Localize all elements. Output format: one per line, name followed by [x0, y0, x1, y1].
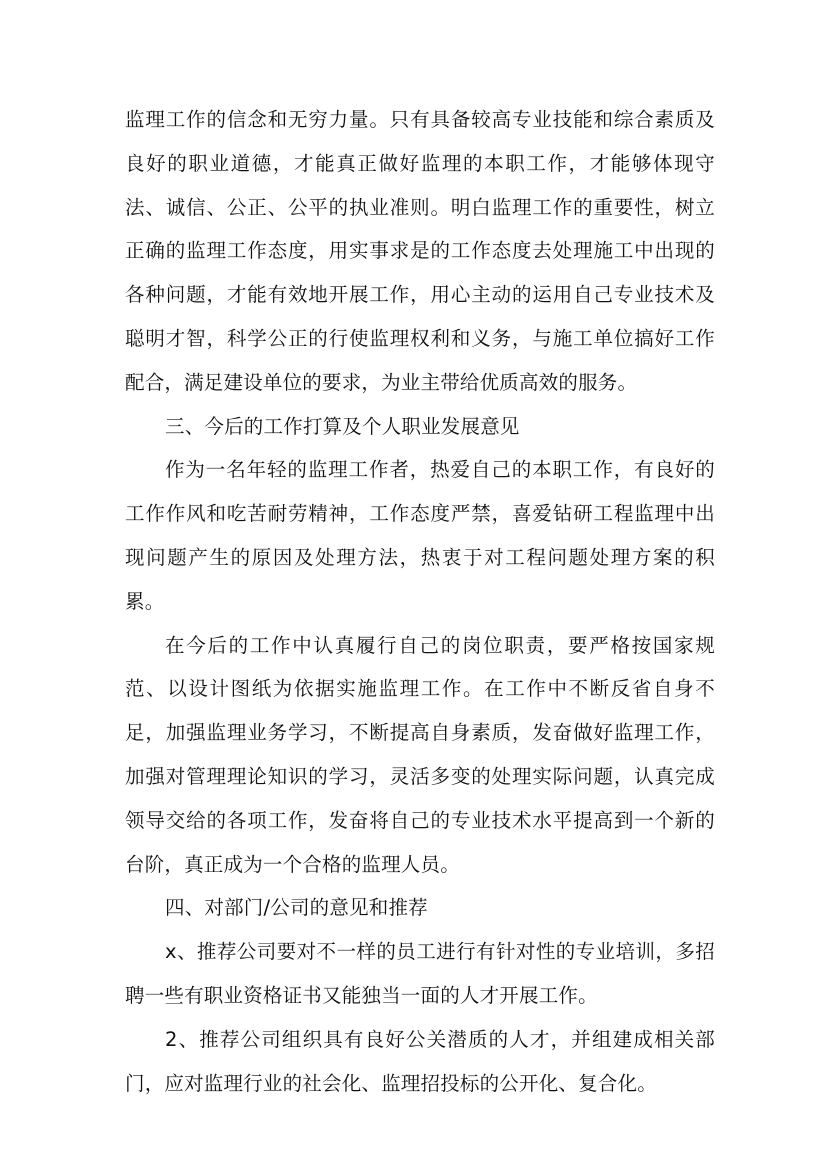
paragraph-suggestion-1: x、推荐公司要对不一样的员工进行有针对性的专业培训，多招聘一些有职业资格证书又能独当一面的人才开展工作。: [125, 940, 715, 1007]
section-heading-suggestions: 四、对部门/公司的意见和推荐: [165, 896, 428, 920]
paragraph-continuation: 监理工作的信念和无穷力量。只有具备较高专业技能和综合素质及良好的职业道德，才能真正做好监理的本职工作，才能够体现守法、诚信、公正、公平的执业准则。明白监理工作的重要性，树立正确的监理工作态度，用实事求是的工作态度去处理施工中出现的各种问题，才能有效地开展工作，用心主动的运用自己专业技术及聪明才智，科学公正的行使监理权利和义务，与施工单位搞好工作配合，满足建设单位的要求，为业主带给优质高效的服务。: [125, 108, 715, 394]
document-body: [125, 98, 715, 1105]
section-heading-plans: 三、今后的工作打算及个人职业发展意见: [165, 414, 520, 438]
paragraph-suggestion-2: 2、推荐公司组织具有良好公关潜质的人才，并组建成相关部门，应对监理行业的社会化、监理招投标的公开化、复合化。: [125, 1027, 715, 1095]
paragraph-future-plans: 在今后的工作中认真履行自己的岗位职责，要严格按国家规范、以设计图纸为依据实施监理工作。在工作中不断反省自身不足，加强监理业务学习，不断提高自身素质，发奋做好监理工作，加强对管理理论知识的学习，灵活多变的处理实际问题，认真完成领导交给的各项工作，发奋将自己的专业技术水平提高到一个新的台阶，真正成为一个合格的监理人员。: [125, 633, 715, 876]
paragraph-self-assessment: 作为一名年轻的监理工作者，热爱自己的本职工作，有良好的工作作风和吃苦耐劳精神，工作态度严禁，喜爱钻研工程监理中出现问题产生的原因及处理方法，热衷于对工程问题处理方案的积累。: [125, 458, 715, 613]
